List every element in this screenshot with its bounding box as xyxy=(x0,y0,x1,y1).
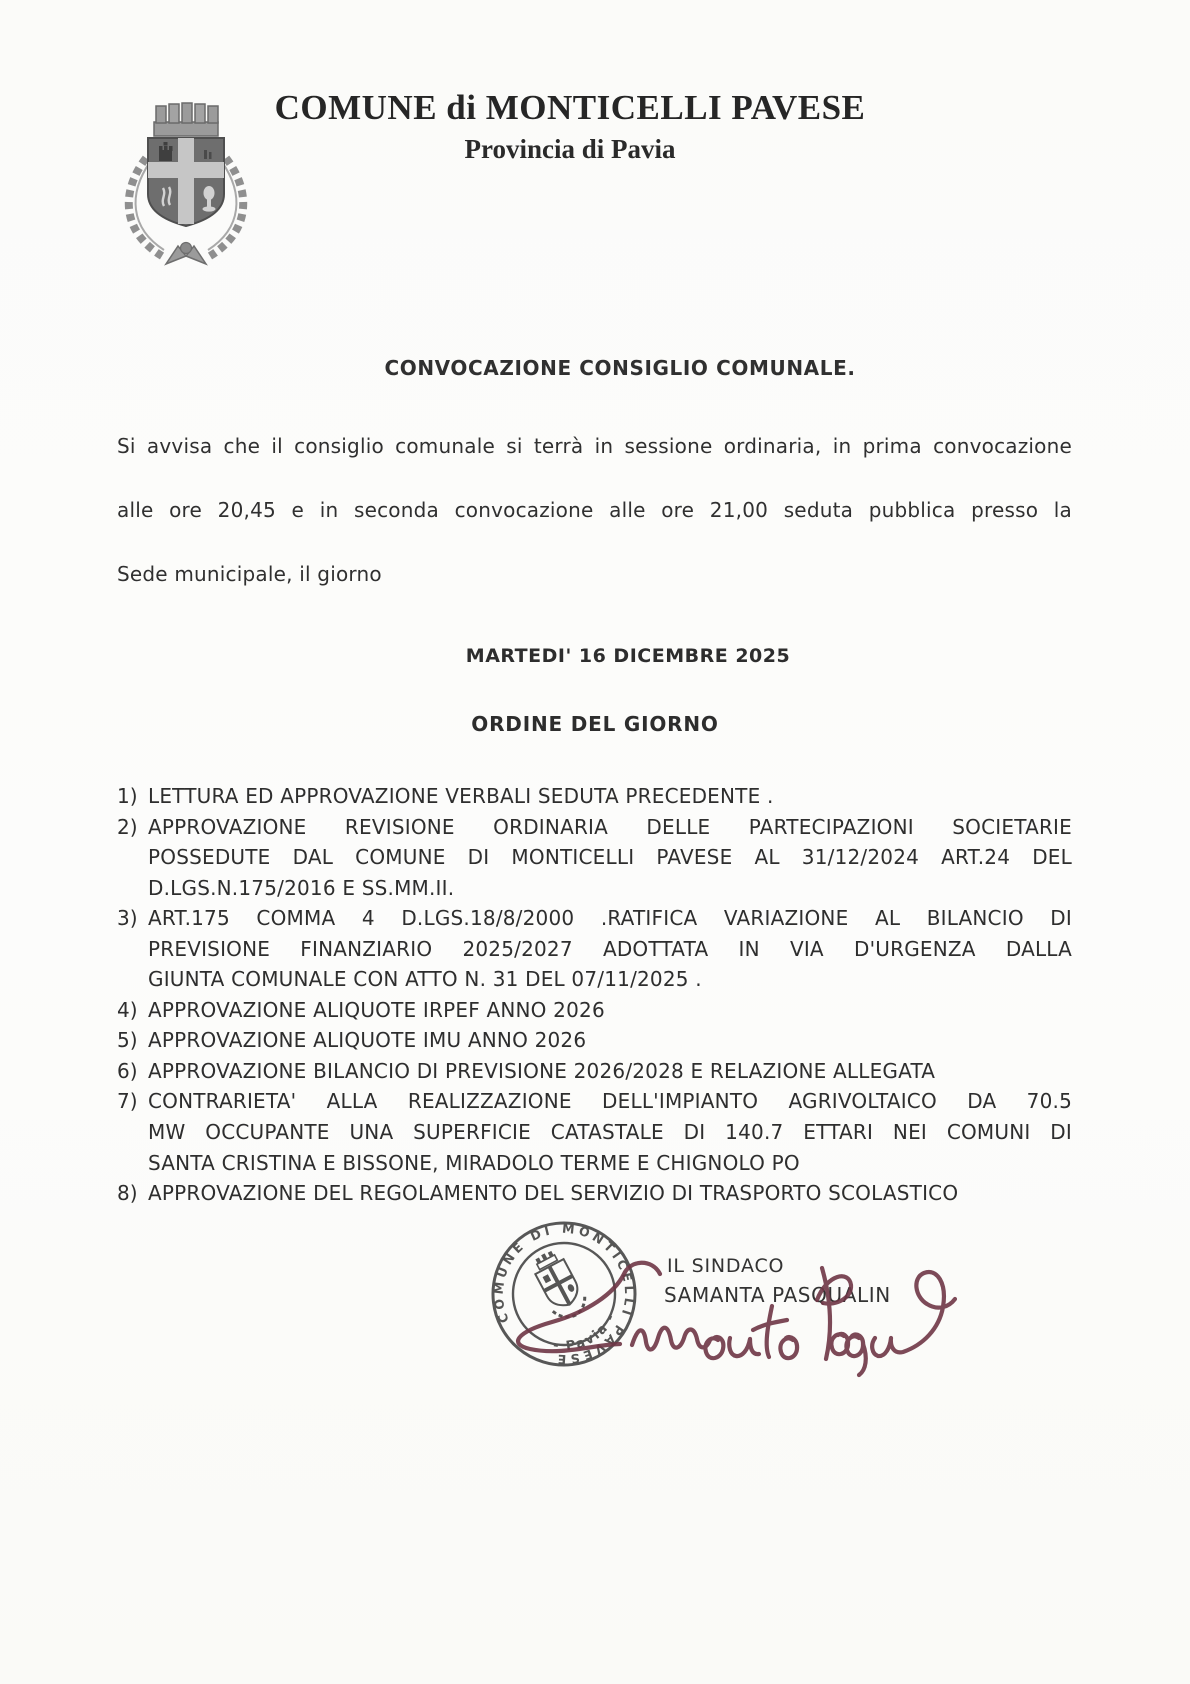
signer-name: SAMANTA PASQUALIN xyxy=(664,1283,891,1307)
agenda-line: MW OCCUPANTE UNA SUPERFICIE CATASTALE DI 140.7 ETTARI NEI COMUNI DI xyxy=(148,1120,1072,1145)
signature-stroke-initial xyxy=(518,1263,660,1351)
signature-stroke-m xyxy=(632,1328,710,1350)
agenda-line: APPROVAZIONE DEL REGOLAMENTO DEL SERVIZIO DI TRASPORTO SCOLASTICO xyxy=(148,1181,959,1206)
signature-stroke-o1 xyxy=(705,1337,723,1358)
agenda-item-number: 7) xyxy=(117,1089,138,1114)
agenda-item xyxy=(117,1178,1072,1209)
agenda-item-text xyxy=(148,1025,1072,1056)
agenda-item-number: 1) xyxy=(117,784,138,808)
agenda-item xyxy=(117,812,1072,904)
agenda-item-text xyxy=(148,1056,1072,1087)
agenda-list xyxy=(117,781,1072,1209)
agenda-heading: ORDINE DEL GIORNO xyxy=(471,712,719,736)
agenda-item-number: 4) xyxy=(117,997,138,1022)
notice-body xyxy=(117,414,1072,606)
cross-vertical xyxy=(178,138,194,224)
agenda-item-number: 2) xyxy=(117,814,138,839)
agenda-line: SANTA CRISTINA E BISSONE, MIRADOLO TERME E CHIGNOLO PO xyxy=(148,1150,800,1175)
stamp-ring-text: COMUNE DI MONTICELLI PAVESE xyxy=(490,1220,638,1368)
agenda-item xyxy=(117,1056,1072,1087)
notice-heading: CONVOCAZIONE CONSIGLIO COMUNALE. xyxy=(384,356,856,380)
municipal-coat-of-arms xyxy=(112,98,260,266)
agenda-item xyxy=(117,1086,1072,1178)
agenda-line: D.LGS.N.175/2016 E SS.MM.II. xyxy=(148,875,455,900)
agenda-item-text xyxy=(148,781,1072,812)
ribbon-knot xyxy=(181,243,192,254)
agenda-line: CONTRARIETA' ALLA REALIZZAZIONE DELL'IMPIANTO AGRIVOLTAICO DA 70.5 xyxy=(148,1089,1072,1114)
agenda-line: APPROVAZIONE ALIQUOTE IMU ANNO 2026 xyxy=(148,1028,587,1053)
agenda-item-number: 5) xyxy=(117,1028,138,1053)
coat-of-arms-graphic xyxy=(112,98,260,266)
signature-stroke-o2 xyxy=(780,1337,797,1358)
session-date: MARTEDI' 16 DICEMBRE 2025 xyxy=(465,645,791,667)
agenda-item-text xyxy=(148,1086,1072,1178)
agenda-line: PREVISIONE FINANZIARIO 2025/2027 ADOTTATA IN VIA D'URGENZA DALLA xyxy=(148,936,1072,961)
letterhead xyxy=(240,88,900,165)
agenda-item-number: 3) xyxy=(117,906,138,931)
agenda-line: APPROVAZIONE BILANCIO DI PREVISIONE 2026/2028 E RELAZIONE ALLEGATA xyxy=(148,1058,936,1083)
province-subtitle: Provincia di Pavia xyxy=(464,134,676,164)
agenda-item-text xyxy=(148,903,1072,995)
agenda-item-number: 8) xyxy=(117,1181,138,1206)
agenda-line: APPROVAZIONE REVISIONE ORDINARIA DELLE PARTECIPAZIONI SOCIETARIE xyxy=(148,814,1072,839)
signature-stroke-q-tail xyxy=(859,1344,866,1375)
signature-stroke-t-stem xyxy=(767,1306,772,1357)
agenda-line: LETTURA ED APPROVAZIONE VERBALI SEDUTA PRECEDENTE . xyxy=(148,784,774,808)
stamp-bottom-text: - Pavia - xyxy=(552,1310,620,1355)
agenda-item xyxy=(117,903,1072,995)
signature-stroke-p-bowl xyxy=(817,1276,851,1303)
agenda-line: GIUNTA COMUNALE CON ATTO N. 31 DEL 07/11/2025 . xyxy=(148,967,702,992)
agenda-item-number: 6) xyxy=(117,1058,138,1083)
notice-body-line: alle ore 20,45 e in seconda convocazione alle ore 21,00 seduta pubblica presso la xyxy=(117,498,1072,522)
mural-crown xyxy=(154,103,218,136)
agenda-item xyxy=(117,995,1072,1026)
shield xyxy=(148,138,224,226)
agenda-item xyxy=(117,1025,1072,1056)
agenda-item-text xyxy=(148,812,1072,904)
handwritten-signature xyxy=(492,1212,957,1382)
agenda-item-text xyxy=(148,1178,1072,1209)
agenda-item xyxy=(117,781,1072,812)
signature-stroke-u xyxy=(729,1338,759,1356)
commune-title: COMUNE di MONTICELLI PAVESE xyxy=(274,88,866,127)
agenda-item-text xyxy=(148,995,1072,1026)
signer-role: IL SINDACO xyxy=(667,1255,785,1277)
notice-body-line: Si avvisa che il consiglio comunale si terrà in sessione ordinaria, in prima convocazione xyxy=(117,434,1072,458)
signature-stroke-final-flourish xyxy=(872,1272,955,1356)
agenda-line: APPROVAZIONE ALIQUOTE IRPEF ANNO 2026 xyxy=(148,997,605,1022)
cross-horizontal xyxy=(148,162,224,178)
notice-body-line: Sede municipale, il giorno xyxy=(117,562,382,586)
agenda-line: POSSEDUTE DAL COMUNE DI MONTICELLI PAVESE AL 31/12/2024 ART.24 DEL xyxy=(148,845,1072,870)
agenda-line: ART.175 COMMA 4 D.LGS.18/8/2000 .RATIFICA VARIAZIONE AL BILANCIO DI xyxy=(148,906,1072,931)
